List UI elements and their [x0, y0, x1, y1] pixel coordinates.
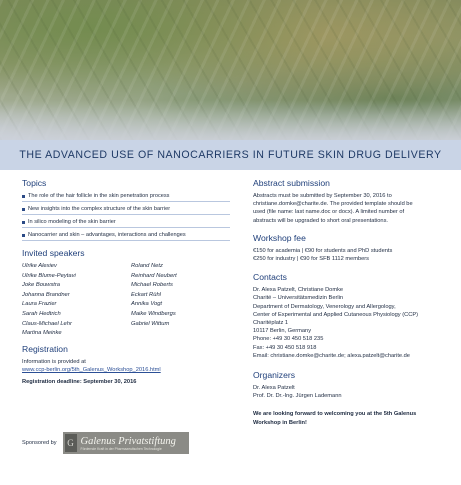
speaker-name: Ulrike Blume-Peytavi [22, 272, 76, 279]
topic-item: The role of the hair follicle in the skin penetration process [22, 192, 230, 202]
bullet-icon [22, 221, 25, 224]
contact-line: Phone: +49 30 450 518 235 [253, 336, 324, 343]
speaker-name: Laura Frazier [22, 301, 57, 308]
speaker-name: Sarah Hedtrich [22, 310, 61, 317]
registration-link[interactable]: www.ccp-berlin.org/5th_Galenus_Workshop_2016.html [22, 366, 161, 373]
speaker-name: Claus-Michael Lehr [22, 320, 72, 327]
fee-line: €150 for academia | €90 for students and PhD students [253, 247, 393, 254]
abstract-line: used (file name: last name.doc or docx). A limited number of [253, 209, 405, 216]
contact-line: Center of Experimental and Applied Cutaneous Physiology (CCP) [253, 311, 419, 318]
title-banner [0, 140, 461, 170]
contact-line: Department of Dermatology, Venerology and Allergology, [253, 303, 396, 310]
abstract-line: christiane.domke@charite.de. The provided template should be [253, 201, 413, 208]
abstract-line: abstracts will be upgraded to short oral presentations. [253, 217, 388, 224]
topic-item: New insights into the complex structure of the skin barrier [22, 205, 230, 215]
speaker-name: Reinhard Neubert [131, 272, 177, 279]
organizer-name: Dr. Alexa Patzelt [253, 385, 295, 392]
sponsor-logo [63, 432, 189, 454]
speakers-list [22, 262, 230, 339]
page-title: THE ADVANCED USE OF NANOCARRIERS IN FUTURE SKIN DRUG DELIVERY [19, 149, 442, 161]
speaker-name: Maike Windbergs [131, 310, 176, 317]
speaker-name: Roland Netz [131, 263, 163, 269]
topic-item: In silico modeling of the skin barrier [22, 218, 230, 228]
topics-heading: Topics [22, 178, 47, 188]
speaker-name: Ulrike Alexiev [22, 263, 57, 269]
speaker-name: Martina Meinke [22, 330, 62, 337]
topic-item: Nanocarrier and skin – advantages, interactions and challenges [22, 231, 230, 241]
bullet-icon [22, 195, 25, 198]
left-column [22, 178, 230, 386]
speaker-name: Johanna Brandner [22, 291, 70, 298]
contact-line: Fax: +49 30 450 518 918 [253, 344, 317, 351]
contacts-heading: Contacts [253, 272, 287, 283]
abstract-heading: Abstract submission [253, 178, 330, 188]
sponsor-label: Sponsored by [22, 440, 57, 446]
speakers-column-1 [22, 262, 121, 339]
bullet-icon [22, 234, 25, 237]
speakers-column-2 [131, 262, 230, 339]
contact-line: Charité – Universitätsmedizin Berlin [253, 295, 344, 302]
bullet-icon [22, 208, 25, 211]
header-photo [0, 0, 461, 140]
sponsor-block [22, 432, 189, 454]
abstract-line: Abstracts must be submitted by September 30, 2016 to [253, 193, 392, 199]
registration-deadline: Registration deadline: September 30, 2016 [22, 379, 137, 386]
contact-line: Charitéplatz 1 [253, 320, 289, 327]
registration-heading: Registration [22, 343, 68, 354]
speaker-name: Michael Roberts [131, 282, 173, 289]
speakers-heading: Invited speakers [22, 248, 85, 258]
contact-line: Dr. Alexa Patzelt, Christiane Domke [253, 287, 344, 294]
closing-line: Workshop in Berlin! [253, 419, 307, 426]
contact-email: Email: christiane.domke@charite.de; alexa.patzelt@charite.de [253, 352, 410, 359]
closing-line: We are looking forward to welcoming you at the 5th Galenus [253, 411, 417, 418]
registration-info: Information is provided at [22, 358, 86, 365]
speaker-name: Gabriel Wittum [131, 320, 170, 327]
fee-line: €250 for industry | €90 for SFB 1112 members [253, 256, 370, 263]
contact-line: 10117 Berlin, Germany [253, 328, 312, 335]
organizer-name: Prof. Dr. Dr.-Ing. Jürgen Lademann [253, 393, 342, 400]
right-column [253, 178, 453, 427]
fee-heading: Workshop fee [253, 232, 306, 243]
logo-name: Galenus Privatstiftung [80, 435, 176, 447]
speaker-name: Eckart Rühl [131, 291, 161, 298]
organizers-heading: Organizers [253, 370, 296, 381]
logo-mark-icon: G [65, 434, 77, 452]
topics-list [22, 192, 230, 241]
speaker-name: Joke Bouwstra [22, 282, 61, 289]
speaker-name: Annika Vogt [131, 301, 163, 308]
logo-tagline: Fördernde Kraft in der Pharmazeutischen Technologie [80, 446, 162, 451]
photo-fade [0, 100, 461, 140]
